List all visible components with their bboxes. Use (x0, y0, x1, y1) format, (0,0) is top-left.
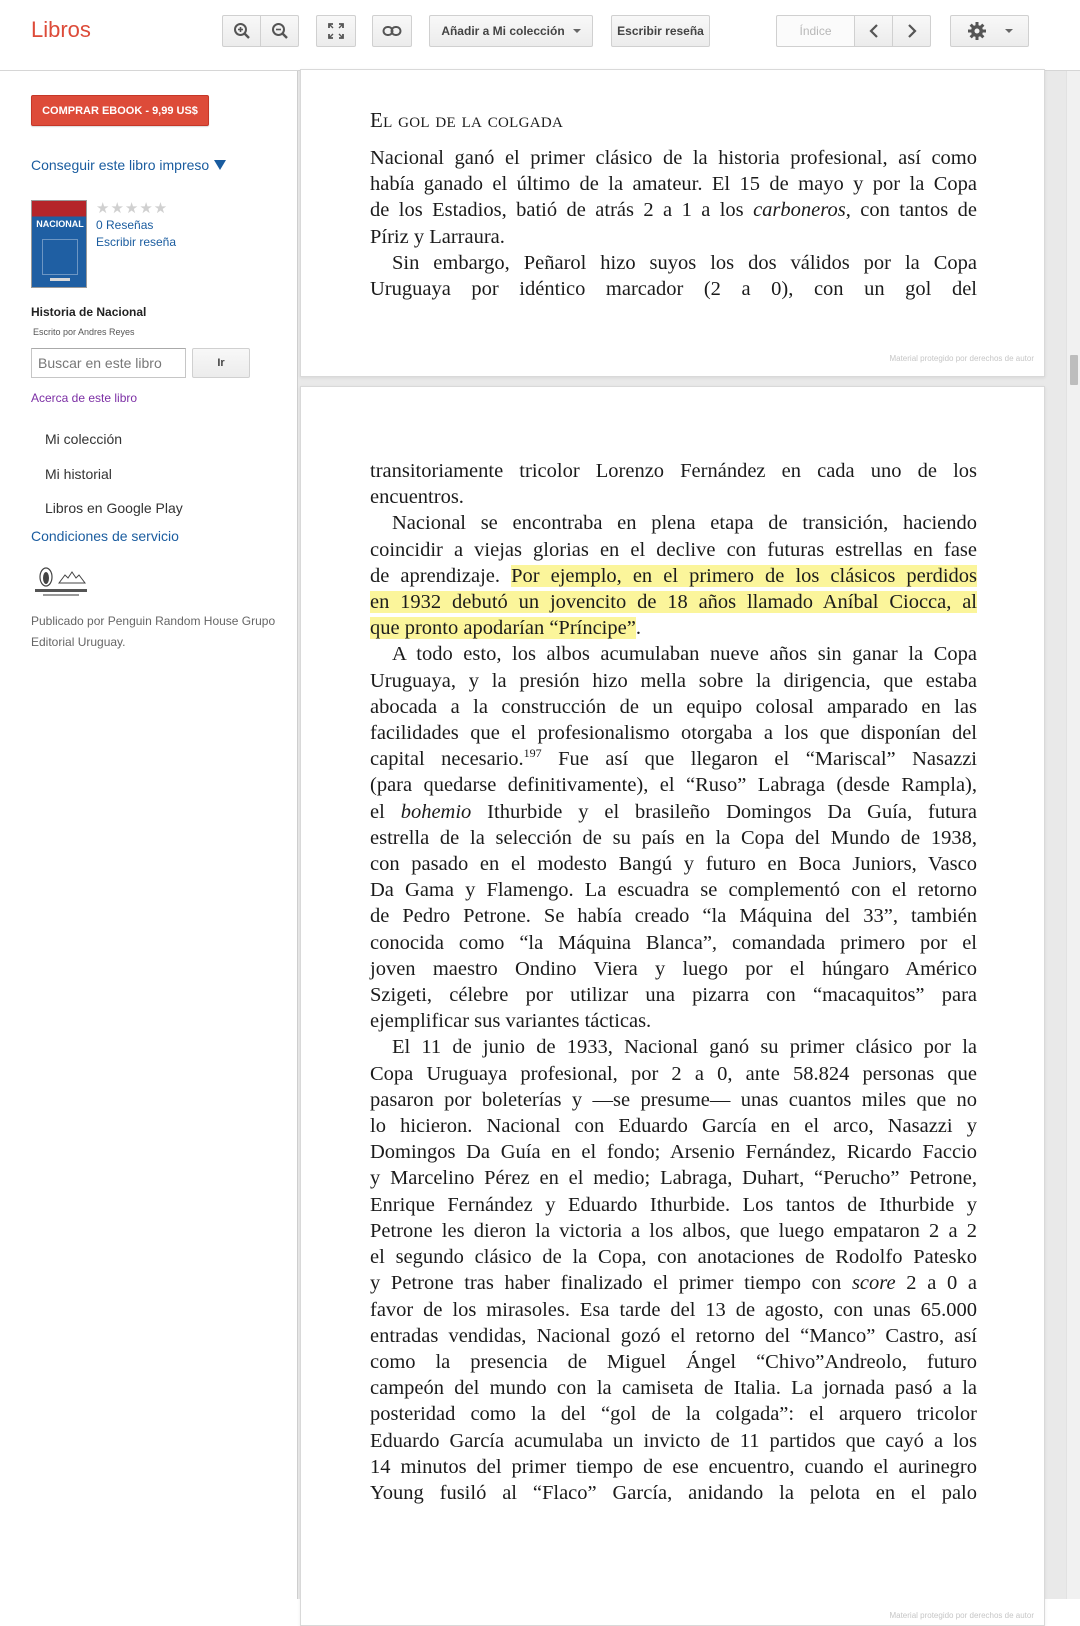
nav-my-collection[interactable]: Mi colección (45, 431, 123, 447)
text-line (370, 589, 977, 615)
sidebar (0, 71, 297, 1599)
text-line: abocada a la construcción de un equipo colosal amparado en las (370, 695, 977, 718)
text-line: de Pedro Petrone. Se había creado “la Máquina del 33”, también (370, 905, 977, 928)
chevron-right-icon (906, 23, 918, 39)
page-text (370, 458, 977, 1506)
text-line: encuentros. (370, 486, 464, 509)
index-button[interactable] (776, 15, 855, 47)
text-line: que pronto apodarían “Príncipe”. (370, 617, 641, 640)
book-author: Escrito por Andres Reyes (33, 327, 135, 337)
book-viewer (297, 71, 1080, 1620)
book-page (300, 386, 1045, 1626)
highlighted-text[interactable]: Por ejemplo, en el primero de los clásicos perdidos (511, 564, 977, 587)
text-line: de los Estadios, batió de atrás 2 a 1 a los carboneros, con tantos de (370, 199, 977, 222)
link-button[interactable] (372, 15, 412, 47)
text-segment: Ithurbide y el brasileño Domingos Da Guía, futura (471, 800, 977, 823)
fullscreen-icon (327, 22, 345, 40)
text-line: transitoriamente tricolor Lorenzo Fernández en cada uno de los (370, 460, 977, 482)
write-review-link[interactable]: Escribir reseña (96, 235, 177, 249)
text-line: Young fusiló al “Flaco” García, anidando la pelota en el palo (370, 1481, 977, 1504)
text-line: 14 minutos del primer tiempo de ese encuentro, cuando el aurinegro (370, 1455, 977, 1478)
page-text (370, 145, 977, 302)
write-review-button[interactable] (611, 15, 710, 47)
zoom-out-button[interactable] (260, 15, 299, 47)
write-review-label: Escribir reseña (617, 24, 704, 38)
italic-text: bohemio (400, 800, 472, 823)
text-segment: 2 a 0 a (895, 1272, 977, 1295)
text-line: entradas vendidas, Nacional gozó el retorno del “Manco” Castro, así (370, 1324, 977, 1347)
zoom-out-icon (271, 22, 289, 40)
cover-decoration (42, 239, 78, 275)
copyright-notice: Material protegido por derechos de autor (889, 1611, 1034, 1620)
add-to-collection-button[interactable] (429, 15, 593, 47)
chapter-heading (370, 108, 563, 133)
text-line: Copa Uruguaya profesional, por 2 a 0, ante 58.824 personas que (370, 1062, 977, 1085)
text-segment: capital necesario. (370, 748, 524, 771)
gear-icon (967, 21, 987, 41)
text-line (370, 799, 977, 825)
text-line: coincidir a viejas glorias en el declive con futuras estrellas en fase (370, 538, 977, 561)
text-line (370, 746, 977, 772)
vertical-scrollbar[interactable] (1066, 71, 1080, 1599)
text-line: Szigeti, célebre por utilizar una pizarra con “macaquitos” para (370, 984, 977, 1007)
chapter-heading-text: El gol de la colgada (370, 108, 564, 132)
text-line: el segundo clásico de la Copa, con anotaciones de Rodolfo Patesko (370, 1246, 977, 1269)
text-line (370, 563, 977, 589)
text-line: Píriz y Larraura. (370, 225, 505, 248)
text-line: campeón del mundo con la camiseta de Italia. La jornada pasó a la (370, 1377, 977, 1400)
highlighted-text[interactable]: en 1932 debutó un jovencito de 18 años llamado Aníbal Ciocca, al (370, 591, 977, 614)
highlighted-text[interactable]: que pronto apodarían “Príncipe” (370, 617, 636, 640)
reviews-link[interactable]: 0 Reseñas (96, 218, 154, 232)
search-in-book-input[interactable] (31, 348, 186, 378)
text-line: Uruguaya por idéntico marcador (2 a 0), con un gol del (370, 278, 977, 301)
book-cover[interactable] (31, 200, 87, 288)
scrollbar-thumb[interactable] (1070, 355, 1078, 385)
text-segment: Fue así que llegaron el “Mariscal” Nasazzi (541, 748, 978, 771)
cover-title: NACIONAL (36, 219, 84, 229)
copyright-notice: Material protegido por derechos de autor (889, 354, 1034, 363)
text-line: estrella de la selección de su país en la Copa del Mundo de 1938, (370, 826, 977, 849)
text-line (370, 197, 977, 223)
text-line: Enrique Fernández y Eduardo Ithurbide. Los tantos de Ithurbide y (370, 1193, 977, 1216)
brand-logo[interactable]: Libros (31, 17, 91, 42)
index-label: Índice (799, 24, 832, 38)
fullscreen-button[interactable] (316, 15, 356, 47)
text-line: Eduardo García acumulaba un invicto de 11 partidos que cayó a los (370, 1429, 977, 1452)
nav-google-play-books[interactable]: Libros en Google Play (45, 500, 183, 516)
chevron-down-icon (1005, 29, 1013, 33)
publisher-logo-icon (33, 565, 89, 599)
footnote-reference[interactable]: 197 (523, 746, 542, 761)
nav-my-history[interactable]: Mi historial (45, 466, 112, 482)
text-line: Petrone les dieron la victoria a los albos, que luego empataron 2 a 2 (370, 1219, 977, 1242)
terms-of-service-link[interactable]: Condiciones de servicio (31, 528, 179, 544)
text-line: Nacional se encontraba en plena etapa de transición, haciendo (392, 512, 977, 535)
top-bar (0, 0, 1080, 71)
publisher-text: Publicado por Penguin Random House Grupo Editorial Uruguay. (31, 614, 276, 649)
link-icon (382, 24, 402, 38)
text-line: había ganado el último de la amateur. El 15 de mayo y por la Copa (370, 173, 977, 196)
italic-text: carboneros (753, 199, 846, 222)
text-line: con pasado en el modesto Bangú y futuro en Boca Juniors, Vasco (370, 853, 977, 876)
text-line: joven maestro Ondino Viera y luego por el húngaro Américo (370, 957, 977, 980)
text-line: (para quedarse definitivamente), el “Ruso” Labraga (desde Rampla), (370, 774, 977, 797)
text-line: Sin embargo, Peñarol hizo suyos los dos válidos por la Copa (392, 251, 977, 274)
text-line: lo hicieron. Nacional con Eduardo García en el arco, Nasazzi y (370, 1115, 977, 1138)
zoom-in-button[interactable] (222, 15, 261, 47)
text-line: como la presencia de Miguel Ángel “Chivo”Andreolo, futuro (370, 1350, 977, 1373)
text-line: favor de los mirasoles. Esa tarde del 13 de agosto, con unas 65.000 (370, 1298, 977, 1321)
search-go-button[interactable]: Ir (192, 348, 250, 378)
text-line: ejemplificar sus variantes tácticas. (370, 1010, 652, 1033)
text-line: El 11 de junio de 1933, Nacional ganó su primer clásico por la (392, 1036, 977, 1059)
text-line: conocida como “la Máquina Blanca”, comandada primero por el (370, 931, 977, 954)
text-segment: y Petrone tras haber finalizado el primer tiempo con (370, 1272, 852, 1295)
text-line: A todo esto, los albos acumulaban nueve años sin ganar la Copa (392, 643, 977, 666)
text-segment: de aprendizaje. (370, 564, 512, 587)
text-line (370, 1270, 977, 1296)
book-page (300, 69, 1045, 377)
text-line: facilidades que el profesionalismo otorgaba a los que disponían del (370, 722, 977, 745)
buy-ebook-button[interactable]: COMPRAR EBOOK - 9,99 US$ (31, 95, 209, 126)
rating-stars[interactable]: ★★★★★ (96, 200, 169, 217)
get-print-book-link[interactable] (31, 157, 226, 173)
text-line: y Marcelino Pérez en el medio; Labraga, Duhart, “Perucho” Petrone, (370, 1167, 977, 1190)
next-page-button[interactable] (892, 15, 931, 47)
book-title: Historia de Nacional (31, 305, 147, 319)
zoom-in-icon (233, 22, 251, 40)
text-line: posteridad como la del “gol de la colgada”: el arquero tricolor (370, 1403, 977, 1426)
get-print-book-label: Conseguir este libro impreso (31, 157, 210, 173)
about-book-link[interactable]: Acerca de este libro (31, 391, 138, 405)
text-line: pasaron por boleterías y —se presume— unas cuantos miles que no (370, 1088, 977, 1111)
text-line: Da Gama y Flamengo. La escuadra se complementó con el retorno (370, 879, 977, 902)
chevron-down-icon (573, 29, 581, 33)
italic-text: score (851, 1272, 896, 1295)
add-to-collection-label: Añadir a Mi colección (441, 24, 565, 38)
text-line: Domingos Da Guía en el fondo; Arsenio Fernández, Ricardo Faccio (370, 1141, 977, 1164)
text-line: Uruguaya, y la presión hizo mella sobre la dirigencia, que estaba (370, 669, 977, 692)
text-line: Nacional ganó el primer clásico de la historia profesional, así como (370, 147, 977, 169)
previous-page-button[interactable] (854, 15, 893, 47)
chevron-left-icon (868, 23, 880, 39)
cover-decoration (50, 278, 70, 281)
settings-button[interactable] (950, 15, 1029, 47)
triangle-down-icon (214, 160, 226, 170)
text-segment: el (370, 800, 401, 823)
